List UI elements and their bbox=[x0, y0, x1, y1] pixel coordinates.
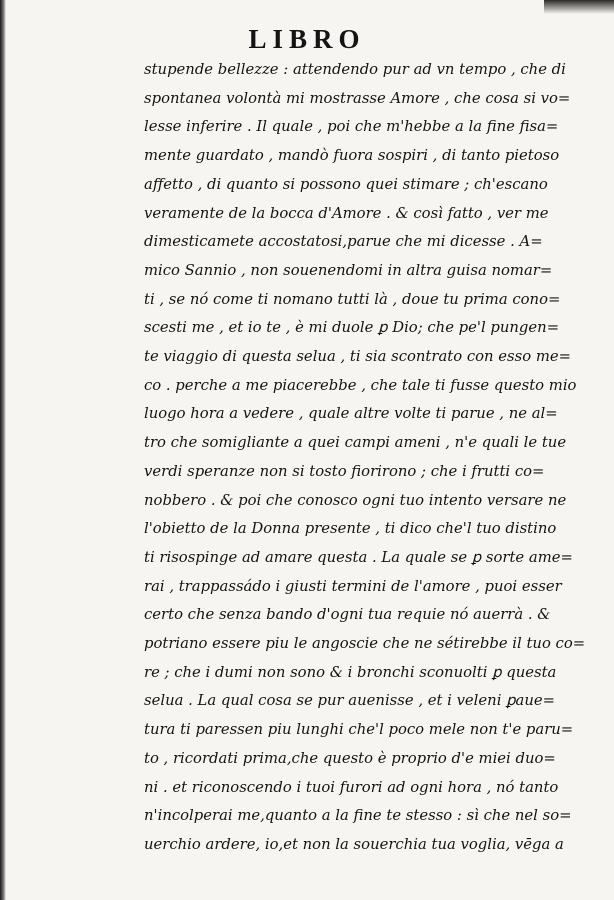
text-line: certo che senza bando d'ogni tua requie nó auerrà . & bbox=[144, 606, 551, 624]
text-line: verdi speranze non si tosto fiorirono ; che i frutti co= bbox=[144, 462, 545, 480]
body-text bbox=[144, 56, 596, 860]
text-line: n'incolperai me,quanto a la fine te stesso : sì che nel so= bbox=[144, 807, 572, 825]
text-line: lesse inferire . Il quale , poi che m'hebbe a la fine fisa= bbox=[144, 118, 559, 136]
text-line: dimesticamete accostatosi,parue che mi dicesse . A= bbox=[144, 233, 543, 251]
text-line: spontanea volontà mi mostrasse Amore , che cosa si vo= bbox=[144, 89, 571, 107]
text-line: l'obietto de la Donna presente , ti dico che'l tuo distino bbox=[144, 520, 557, 538]
text-line: scesti me , et io te , è mi duole ꝑ Dio; che pe'l pungen= bbox=[144, 319, 560, 337]
text-line: tro che somigliante a quei campi ameni , n'e quali le tue bbox=[144, 434, 567, 452]
text-line: ni . et riconoscendo i tuoi furori ad ogni hora , nó tanto bbox=[144, 778, 559, 796]
text-line: te viaggio di questa selua , ti sia scontrato con esso me= bbox=[144, 348, 572, 366]
text-line: veramente de la bocca d'Amore . & così fatto , ver me bbox=[144, 204, 549, 222]
text-line: mico Sannio , non souenendomi in altra guisa nomar= bbox=[144, 261, 553, 279]
text-line: nobbero . & poi che conosco ogni tuo intento versare ne bbox=[144, 491, 567, 509]
text-line: co . perche a me piacerebbe , che tale ti fusse questo mio bbox=[144, 376, 577, 394]
text-line: re ; che i dumi non sono & i bronchi sconuolti ꝑ questa bbox=[144, 663, 557, 681]
text-line: ti , se nó come ti nomano tutti là , doue tu prima cono= bbox=[144, 290, 561, 308]
text-line: rai , trappassádo i giusti termini de l'amore , puoi esser bbox=[144, 577, 562, 595]
text-line: to , ricordati prima,che questo è proprio d'e miei duo= bbox=[144, 749, 556, 767]
text-line: mente guardato , mandò fuora sospiri , di tanto pietoso bbox=[144, 147, 560, 165]
text-line: affetto , di quanto si possono quei stimare ; ch'escano bbox=[144, 175, 548, 193]
text-line: selua . La qual cosa se pur auenisse , et i veleni ꝑaue= bbox=[144, 692, 556, 710]
text-line: stupende bellezze : attendendo pur ad vn tempo , che di bbox=[144, 61, 566, 78]
page-corner-shadow bbox=[544, 0, 614, 14]
text-line: ti risospinge ad amare questa . La quale se ꝑ sorte ame= bbox=[144, 548, 573, 566]
page-edge-shadow bbox=[0, 0, 6, 900]
text-line: potriano essere piu le angoscie che ne sétirebbe il tuo co= bbox=[144, 635, 586, 653]
text-line: uerchio ardere, io,et non la souerchia tua voglia, vēga a bbox=[144, 835, 564, 853]
running-header: LIBRO bbox=[248, 24, 366, 54]
text-line: tura ti paressen piu lunghi che'l poco mele non t'e paru= bbox=[144, 721, 574, 739]
text-line: luogo hora a vedere , quale altre volte ti parue , ne al= bbox=[144, 405, 558, 423]
